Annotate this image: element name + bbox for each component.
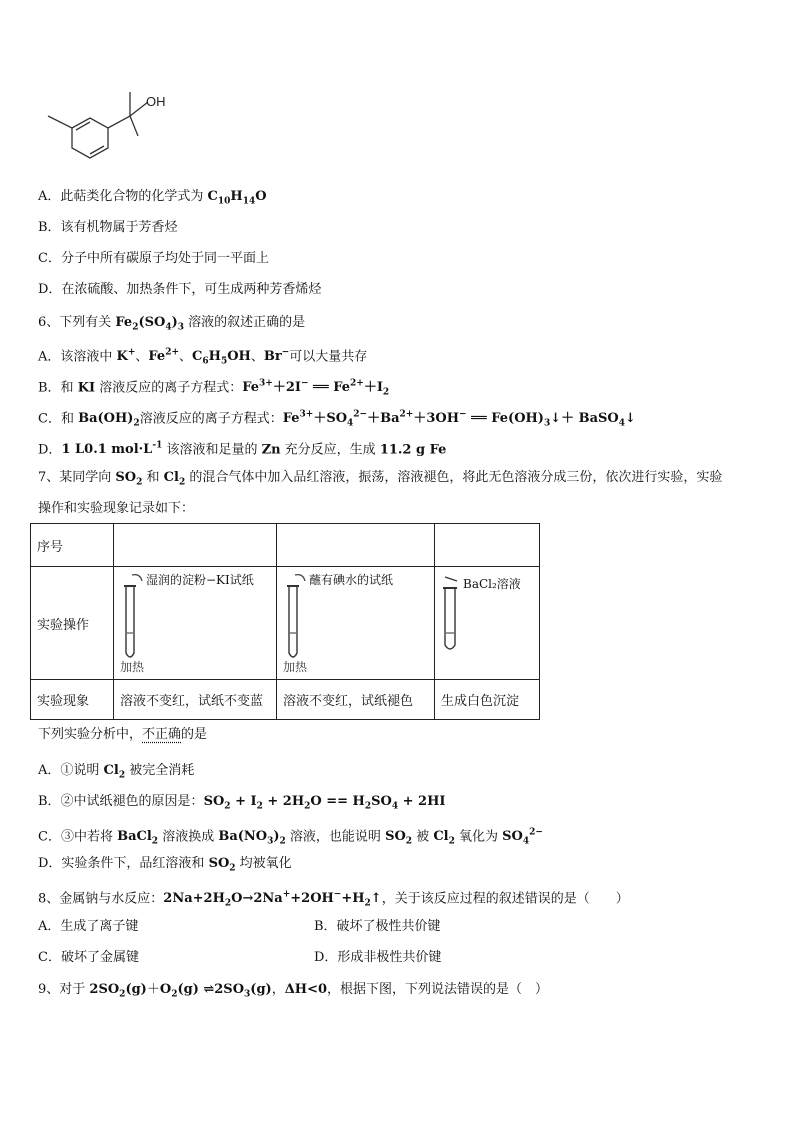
q6-option-a: A．该溶液中 K+、$Fe^{2+}$、$C_6H_5OH$、Br−可以大量共存 [38,348,368,367]
result-1: 溶液不变红，试纸不变蓝 [114,680,277,720]
tube-label-1: 湿润的淀粉−KI试纸 [146,573,254,587]
experiment-table [30,523,540,720]
q5-option-c: C．分子中所有碳原子均处于同一平面上 [38,251,269,266]
q7-option-d: D．实验条件下，品红溶液和 $SO_2$ 均被氧化 [38,856,292,874]
q6-option-c: C．和 $Ba(OH)_2$溶液反应的离子方程式：$Fe^{3+}+SO_4^{2-}+Ba^{2+}+3OH^-$ ══ $Fe(OH)_3↓+$ BaSO$_4$↓ [38,410,636,429]
result-3: 生成白色沉淀 [435,680,540,720]
test-tube-icon [118,573,148,669]
q5-option-d: D．在浓硫酸、加热条件下，可生成两种芳香烯烃 [38,282,322,297]
q9-stem: 9、对于 $2SO_2(g)+O_2(g)$ $\rightleftharpoons 2SO_3(g)$，ΔH<0，根据下图，下列说法错误的是（ ） [38,982,549,1000]
q7-option-b: B．②中试纸褪色的原因是：$SO_2 + I_2 + 2H_2O == H_2SO_4 + 2HI$ [38,794,446,812]
q8-stem: 8、金属钠与水反应：$2Na+2H_2O\to 2Na^++2OH^-+H_2↑$，关于该反应过程的叙述错误的是（ ） [38,890,629,909]
row-header-operation: 实验操作 [31,567,114,680]
q7-question: 下列实验分析中，不正确的是 [38,727,208,742]
q7-stem-line1: 7、某同学向 $SO_2$ 和 $Cl_2$ 的混合气体中加入品红溶液，振荡，溶液褪色，将此无色溶液分成三份，依次进行实验，实验 [38,470,723,488]
operation-cell-1 [114,567,277,680]
tube-label-2: 蘸有碘水的试纸 [309,573,394,587]
test-tube-icon [281,573,311,669]
q8-option-b: B．破坏了极性共价键 [314,919,441,934]
q7-option-c: C．③中若将 BaCl$_2$ 溶液换成 $Ba(NO_3)_2$ 溶液，也能说明 $SO_2$ 被 $Cl_2$ 氧化为 $SO_4^{2-}$ [38,828,543,847]
q6-option-d: D．1 L0.1 $mol\cdot L^{-1}$ 该溶液和足量的 Zn 充分反应，生成 11.2 g Fe [38,441,447,458]
cell-blank-1 [114,524,277,567]
q7-option-a: A．①说明 $Cl_2$ 被完全消耗 [38,763,195,781]
q6-stem: 6、下列有关 $Fe_2(SO_4)_3$ 溶液的叙述正确的是 [38,315,306,333]
q5-option-a: A．此萜类化合物的化学式为 $C_{10}H_{14}O$ [38,189,267,207]
row-header-phenomenon: 实验现象 [31,680,114,720]
operation-cell-3 [435,567,540,680]
tube-label-3: BaCl₂溶液 [463,577,521,591]
q8-option-c: C．破坏了金属键 [38,950,139,965]
oh-label: OH [146,94,166,109]
q8-option-d: D．形成非极性共价键 [314,950,442,965]
emphasis-not-correct: 不正确 [142,727,182,742]
row-header-index: 序号 [31,524,114,567]
operation-cell-2 [277,567,435,680]
result-2: 溶液不变红，试纸褪色 [277,680,435,720]
q7-stem-line2: 操作和实验现象记录如下： [38,501,195,516]
heat-label-2: 加热 [283,660,308,674]
molecule-structure [40,88,190,168]
q6-option-b: B．和 KI 溶液反应的离子方程式：$Fe^{3+}+2I^-$ ══ $Fe^{2+}+I_2$ [38,379,390,398]
q8-option-a: A．生成了离子键 [38,919,139,934]
q5-option-b: B．该有机物属于芳香烃 [38,220,178,235]
heat-label-1: 加热 [120,660,145,674]
cell-blank-2 [277,524,435,567]
cell-blank-3 [435,524,540,567]
